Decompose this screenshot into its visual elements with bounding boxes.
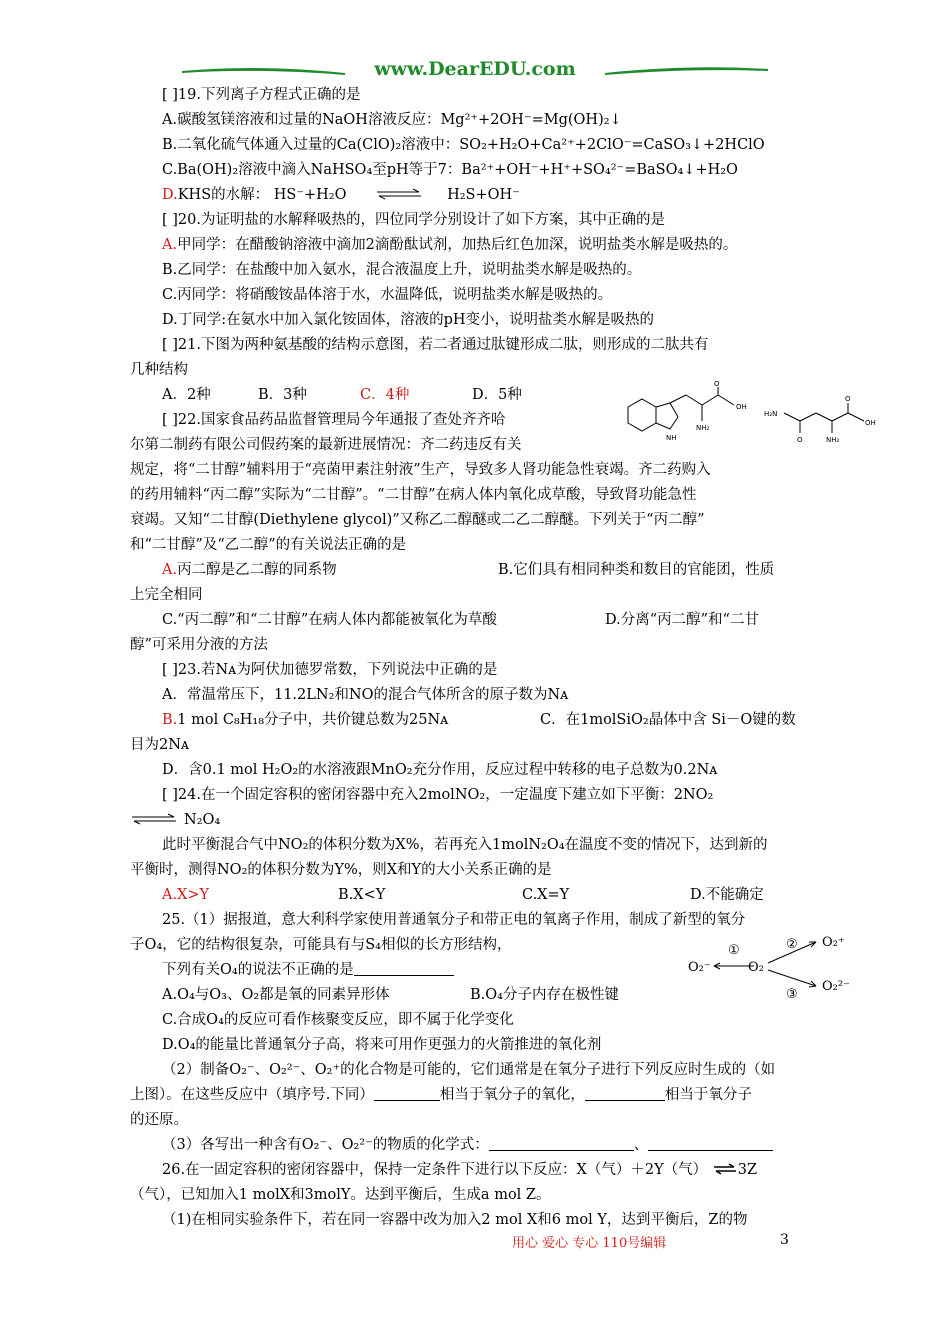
q21-option-d: D．5种 (472, 387, 522, 403)
q25-option-c: C.合成O₄的反应可看作核聚变反应，即不属于化学变化 (162, 1012, 514, 1028)
q22-option-b-cont: 上完全相同 (130, 587, 203, 603)
mol-h2n: H₂N (764, 410, 778, 418)
q20-option-d: D.丁同学:在氨水中加入氯化铵固体，溶液的pH变小，说明盐类水解是吸热的 (162, 312, 655, 328)
q19-stem: [ ]19.下列离子方程式正确的是 (162, 87, 361, 103)
equilibrium-arrow-icon (712, 1163, 738, 1175)
q21-option-c: C．4种 (360, 387, 410, 403)
q25-line3: 下列有关O₄的说法不正确的是 (162, 960, 454, 980)
q22-line2: 尔第二制药有限公司假药案的最新进展情况：齐二药违反有关 (130, 437, 522, 453)
q26-line3: （1)在相同实验条件下，若在同一容器中改为加入2 mol X和6 mol Y，达到平衡后，Z的物 (162, 1212, 748, 1228)
q19-option-b: B.二氧化硫气体通入过量的Ca(ClO)₂溶液中：SO₂+H₂O+Ca²⁺+2ClO⁻=CaSO₃↓+2HClO (162, 137, 765, 153)
q23-option-d: D．含0.1 mol H₂O₂的水溶液跟MnO₂充分作用，反应过程中转移的电子总数为0.2Nᴀ (162, 762, 718, 778)
q23-option-b: B.1 mol C₈H₁₈分子中，共价键总数为25Nᴀ (162, 712, 449, 728)
page-number: 3 (780, 1232, 789, 1248)
q21-option-b: B．3种 (258, 387, 307, 403)
q19-answer-mark: D. (162, 187, 178, 203)
q25-line1: 25.（1）据报道，意大利科学家使用普通氧分子和带正电的氧离子作用，制成了新型的氧分 (162, 912, 746, 928)
oxidation-answer-blank[interactable] (374, 1086, 440, 1101)
q25-option-b: B.O₄分子内存在极性键 (470, 987, 619, 1003)
site-header (180, 58, 770, 84)
q21-stem-cont: 几种结构 (130, 362, 188, 378)
q23-option-c-cont: 目为2Nᴀ (130, 737, 190, 753)
species-o2-plus: O₂⁺ (822, 935, 845, 950)
q20-option-c: C.丙同学：将硝酸铵晶体溶于水，水温降低，说明盐类水解是吸热的。 (162, 287, 613, 303)
mol-o-2: O (845, 395, 851, 403)
q23-option-c: C．在1molSiO₂晶体中含 Si－O键的数 (540, 712, 796, 728)
q23-option-a: A．常温常压下，11.2LN₂和NO的混合气体所含的原子数为Nᴀ (162, 687, 569, 703)
reduction-answer-blank[interactable] (585, 1086, 665, 1101)
q25-part2-line3: 的还原。 (130, 1112, 188, 1128)
q25-option-d: D.O₄的能量比普通氧分子高，将来可用作更强力的火箭推进的氧化剂 (162, 1037, 602, 1053)
q24-line3: 平衡时，测得NO₂的体积分数为Y%，则X和Y的大小关系正确的是 (130, 862, 552, 878)
q22-answer-mark: A. (162, 562, 178, 578)
q22-line5: 衰竭。又知“二甘醇(Diethylene glycol)”又称乙二醇醚或二乙二醇醚。下列关于“丙二醇” (130, 512, 705, 528)
q21-stem: [ ]21.下图为两种氨基酸的结构示意图，若二者通过肽键形成二肽，则形成的二肽共有 (162, 337, 709, 353)
reaction-number-2: ② (786, 937, 798, 952)
q24-option-a: A.X>Y (162, 887, 210, 903)
formula-blank-1[interactable] (489, 1136, 634, 1151)
q24-option-b: B.X<Y (338, 887, 386, 903)
q22-line4: 的药用辅料“丙二醇”实际为“二甘醇”。“二甘醇”在病人体内氧化成草酸，导致肾功能急性 (130, 487, 697, 503)
q20-answer-mark: A. (162, 237, 178, 253)
q19-option-a: A.碳酸氢镁溶液和过量的NaOH溶液反应：Mg²⁺+2OH⁻=Mg(OH)₂↓ (162, 112, 622, 128)
mol-nh: NH (666, 434, 677, 442)
q24-option-c: C.X=Y (522, 887, 570, 903)
q19-option-c: C.Ba(OH)₂溶液中滴入NaHSO₄至pH等于7：Ba²⁺+OH⁻+H⁺+SO₄²⁻=BaSO₄↓+H₂O (162, 162, 738, 178)
equilibrium-arrow-icon (130, 813, 180, 825)
q25-line2: 子O₄，它的结构很复杂，可能具有与S₄相似的长方形结构， (130, 937, 512, 953)
q22-option-c: C.“丙二醇”和“二甘醇”在病人体内都能被氧化为草酸 (162, 612, 497, 628)
q24-stem-cont: N₂O₄ (130, 810, 220, 830)
q22-line1: [ ]22.国家食品药品监督管理局今年通报了查处齐齐哈 (162, 412, 506, 428)
q20-option-a: A.甲同学：在醋酸钠溶液中滴加2滴酚酞试剂，加热后红色加深，说明盐类水解是吸热的。 (162, 237, 738, 253)
q20-stem: [ ]20.为证明盐的水解释吸热的，四位同学分别设计了如下方案，其中正确的是 (162, 212, 665, 228)
q23-stem: [ ]23.若Nᴀ为阿伏加德罗常数，下列说法中正确的是 (162, 662, 498, 678)
q26-line2: （气），已知加入1 molX和3molY。达到平衡后，生成a mol Z。 (130, 1187, 551, 1203)
q23-answer-mark: B. (162, 712, 178, 728)
mol-oh-2: OH (865, 419, 876, 427)
species-o2-2minus: O₂²⁻ (822, 979, 850, 994)
species-o2-minus: O₂⁻ (688, 960, 711, 975)
q22-option-b: B.它们具有相同种类和数目的官能团，性质 (498, 562, 775, 578)
q22-option-d-cont: 醇”可采用分液的方法 (130, 637, 268, 653)
oxygen-reaction-diagram (688, 930, 858, 1002)
mol-nh2-1: NH₂ (696, 424, 710, 432)
site-title[interactable]: www.DearEDU.com (374, 58, 576, 80)
mol-nh2-2: NH₂ (826, 436, 840, 444)
q26-line1: 26.在一固定容积的密闭容器中，保持一定条件下进行以下反应：X（气）＋2Y（气） 3Z (162, 1162, 758, 1178)
mol-o-1: O (714, 380, 720, 388)
reaction-number-3: ③ (786, 987, 798, 1002)
formula-blank-2[interactable] (648, 1136, 773, 1151)
q25-answer-blank[interactable] (354, 961, 454, 976)
mol-oh-1: OH (736, 403, 747, 411)
q19-option-d: D.KHS的水解： HS⁻+H₂O H₂S+OH⁻ (162, 187, 520, 203)
q24-line2: 此时平衡混合气中NO₂的体积分数为X%，若再充入1molN₂O₄在温度不变的情况下，达到新的 (162, 837, 768, 853)
q25-part3: （3）各写出一种含有O₂⁻、O₂²⁻的物质的化学式： 、 (162, 1135, 773, 1155)
q25-option-a: A.O₄与O₃、O₂都是氧的同素异形体 (162, 987, 390, 1003)
q25-part2-line2: 上图）。在这些反应中（填序号.下同） 相当于氧分子的氧化， 相当于氧分子 (130, 1087, 752, 1103)
q22-line3: 规定，将“二甘醇”辅料用于“亮菌甲素注射液”生产，导致多人肾功能急性衰竭。齐二药购入 (130, 462, 711, 478)
footer-credit: 用心 爱心 专心 110号编辑 (512, 1236, 667, 1251)
q25-part2-line1: （2）制备O₂⁻、O₂²⁻、O₂⁺的化合物是可能的，它们通常是在氧分子进行下列反应时生成的（如 (162, 1062, 776, 1078)
q22-option-d: D.分离“丙二醇”和“二甘 (605, 612, 759, 628)
mol-o-3: O (797, 436, 803, 444)
reaction-number-1: ① (728, 943, 740, 958)
q24-option-d: D.不能确定 (690, 887, 764, 903)
q21-option-a: A．2种 (162, 387, 211, 403)
q24-stem: [ ]24.在一个固定容积的密闭容器中充入2molNO₂，一定温度下建立如下平衡：2NO₂ (162, 787, 714, 803)
q22-option-a: A.丙二醇是乙二醇的同系物 (162, 562, 337, 578)
equilibrium-arrow-icon (375, 188, 425, 200)
species-o2: O₂ (748, 960, 764, 975)
q20-option-b: B.乙同学：在盐酸中加入氨水，混合液温度上升，说明盐类水解是吸热的。 (162, 262, 642, 278)
q22-line6: 和“二甘醇”及“乙二醇”的有关说法正确的是 (130, 537, 407, 553)
